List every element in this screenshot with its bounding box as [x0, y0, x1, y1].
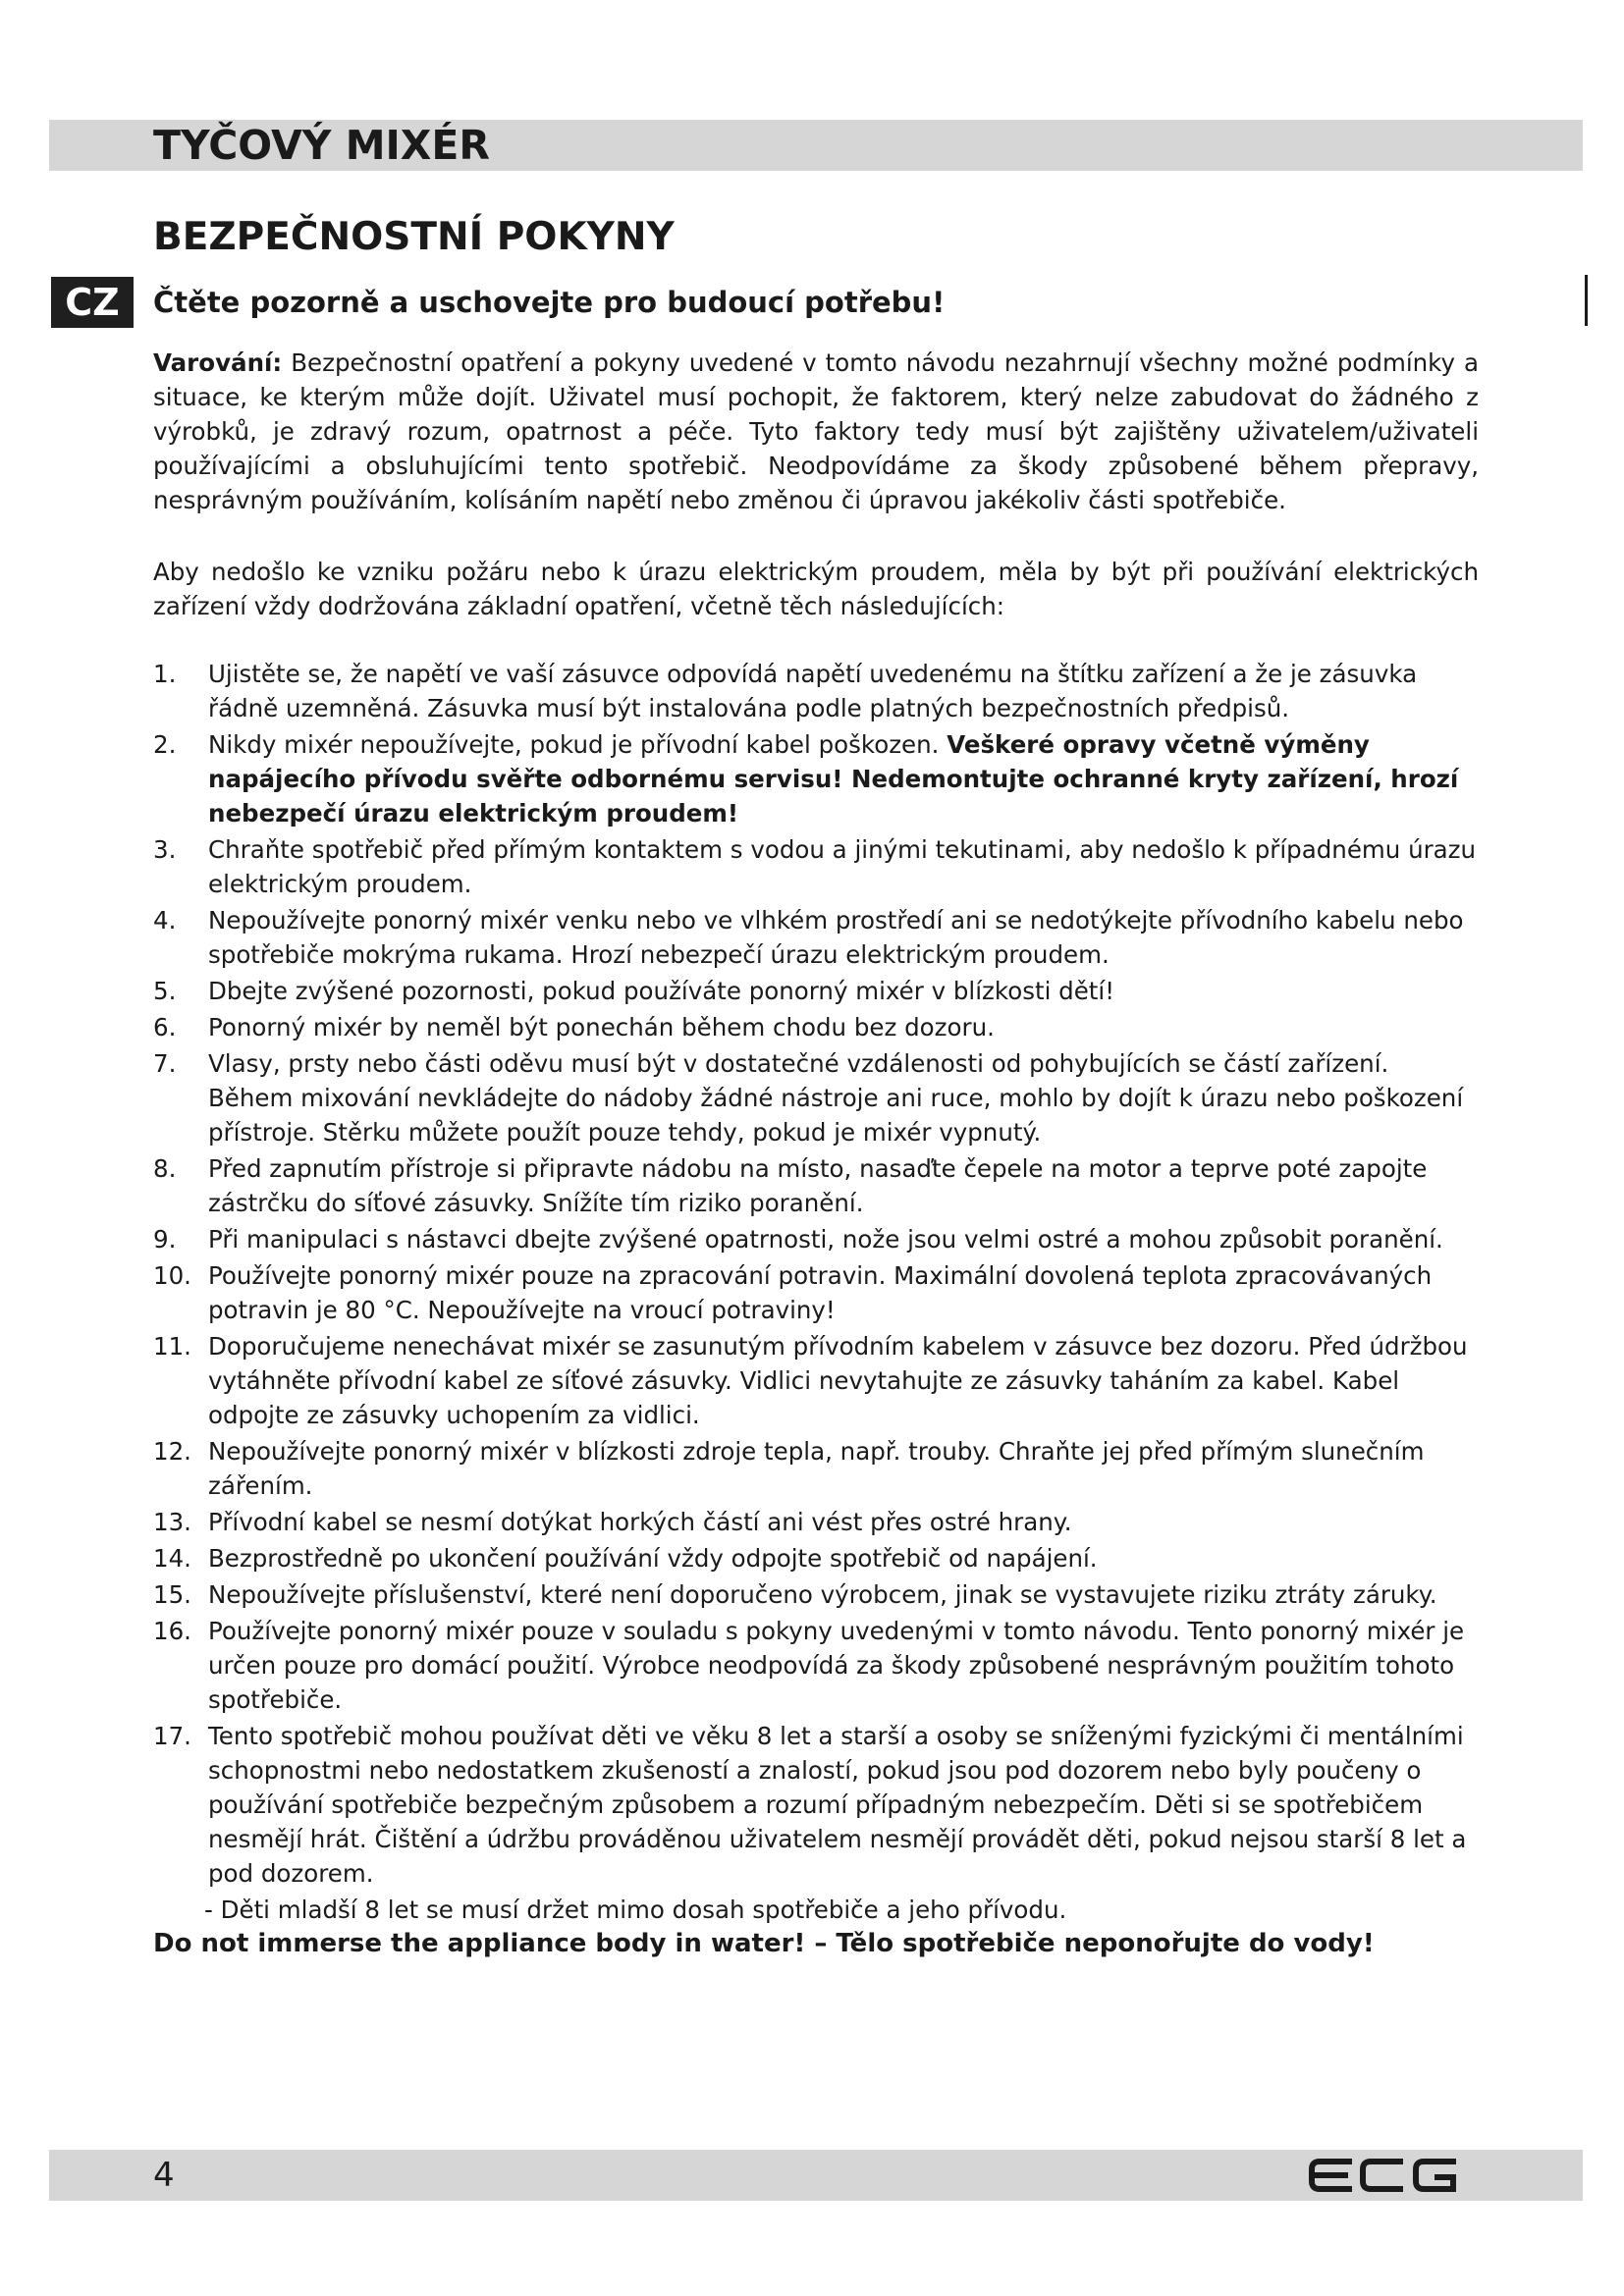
rule-text: Nikdy mixér nepoužívejte, pokud je přívodní kabel poškozen. — [208, 730, 947, 759]
rule-emphasis: Veškeré opravy včetně výměny napájecího přívodu svěřte odbornému servisu! Nedemontujte ochranné kryty zařízení, hrozí nebezpečí úrazu elektrickým proudem! — [208, 730, 1459, 828]
rule-number: 15. — [153, 1580, 191, 1609]
rule-text: Ujistěte se, že napětí ve vaší zásuvce odpovídá napětí uvedenému na štítku zařízení a že je zásuvka řádně uzemněná. Zásuvka musí být instalována podle platných bezpečnostních předpisů. — [208, 660, 1418, 722]
safety-rule-item — [153, 727, 1479, 830]
rule-text: Dbejte zvýšené pozornosti, pokud používáte ponorný mixér v blízkosti dětí! — [208, 977, 1115, 1005]
rule-number: 17. — [153, 1722, 191, 1750]
safety-rule-item — [153, 1151, 1479, 1220]
safety-rule-item — [153, 1010, 1479, 1044]
rule-number: 16. — [153, 1617, 191, 1645]
content-area — [153, 346, 1479, 1961]
rule-text: Nepoužívejte ponorný mixér venku nebo ve vlhkém prostředí ani se nedotýkejte přívodního kabelu nebo spotřebiče mokrýma rukama. Hrozí nebezpečí úrazu elektrickým proudem. — [208, 906, 1464, 969]
rule-text: Používejte ponorný mixér pouze na zpracování potravin. Maximální dovolená teplota zpracovávaných potravin je 80 °C. Nepoužívejte na vroucí potraviny! — [208, 1261, 1433, 1324]
safety-rule-item — [153, 1046, 1479, 1149]
warning-paragraph — [153, 346, 1479, 517]
safety-rule-item — [153, 974, 1479, 1008]
safety-rule-item — [153, 832, 1479, 901]
rule-number: 4. — [153, 906, 177, 934]
extra-note: - Děti mladší 8 let se musí držet mimo dosah spotřebiče a jeho přívodu. — [204, 1896, 1067, 1924]
safety-rule-item — [153, 1614, 1479, 1717]
final-warning: Do not immerse the appliance body in water! – Tělo spotřebiče neponořujte do vody! — [153, 1929, 1375, 1958]
rule-text: Ponorný mixér by neměl být ponechán během chodu bez dozoru. — [208, 1013, 995, 1041]
section-subtitle: Čtěte pozorně a uschovejte pro budoucí potřebu! — [153, 286, 946, 319]
safety-rule-item — [153, 1719, 1479, 1891]
rule-number: 6. — [153, 1013, 177, 1041]
warning-text: Bezpečnostní opatření a pokyny uvedené v tomto návodu nezahrnují všechny možné podmínky a situace, ke kterým může dojít. Uživatel musí pochopit, že faktorem, který nelze zabudovat do žádného z výrobků, je zdravý rozum, opatrnost a péče. Tyto faktory tedy musí být zajištěny uživatelem/uživateli používajícími a obsluhujícími tento spotřebič. Neodpovídáme za škody způsobené během přepravy, nesprávným používáním, kolísáním napětí nebo změnou či úpravou jakékoliv části spotřebiče. — [153, 348, 1479, 514]
safety-rule-item — [153, 1577, 1479, 1612]
safety-rule-item — [153, 1222, 1479, 1256]
rule-text: Nepoužívejte příslušenství, které není doporučeno výrobcem, jinak se vystavujete riziku ztráty záruky. — [208, 1580, 1437, 1609]
rule-number: 13. — [153, 1508, 191, 1536]
intro-paragraph: Aby nedošlo ke vzniku požáru nebo k úrazu elektrickým proudem, měla by být při používání elektrických zařízení vždy dodržována základní opatření, včetně těch následujících: — [153, 558, 1479, 620]
page-number: 4 — [153, 2156, 175, 2195]
rule-number: 5. — [153, 977, 177, 1005]
safety-rule-item — [153, 657, 1479, 725]
rule-number: 11. — [153, 1332, 191, 1361]
safety-rule-item — [153, 1541, 1479, 1575]
language-badge: CZ — [51, 277, 134, 328]
rule-number: 2. — [153, 730, 177, 759]
rule-text: Doporučujeme nenechávat mixér se zasunutým přívodním kabelem v zásuvce bez dozoru. Před údržbou vytáhněte přívodní kabel ze síťové zásuvky. Vidlici nevytahujte ze zásuvky taháním za kabel. Kabel odpojte ze zásuvky uchopením za vidlici. — [208, 1332, 1468, 1429]
rule-text: Chraňte spotřebič před přímým kontaktem s vodou a jinými tekutinami, aby nedošlo k případnému úrazu elektrickým proudem. — [208, 835, 1477, 898]
safety-rule-item — [153, 1258, 1479, 1327]
rule-number: 1. — [153, 660, 177, 688]
section-title: BEZPEČNOSTNÍ POKYNY — [153, 215, 675, 259]
rule-text: Před zapnutím přístroje si připravte nádobu na místo, nasaďte čepele na motor a teprve poté zapojte zástrčku do síťové zásuvky. Snížíte tím riziko poranění. — [208, 1154, 1428, 1217]
warning-label: Varování: — [153, 348, 283, 377]
rule-text: Vlasy, prsty nebo části oděvu musí být v dostatečné vzdálenosti od pohybujících se částí zařízení. Během mixování nevkládejte do nádoby žádné nástroje ani ruce, mohlo by dojít k úrazu nebo poškození přístroje. Stěrku můžete použít pouze tehdy, pokud je mixér vypnutý. — [208, 1049, 1464, 1147]
rule-text: Nepoužívejte ponorný mixér v blízkosti zdroje tepla, např. trouby. Chraňte jej před přímým slunečním zářením. — [208, 1437, 1425, 1500]
rule-number: 7. — [153, 1049, 177, 1078]
rule-text: Přívodní kabel se nesmí dotýkat horkých částí ani vést přes ostré hrany. — [208, 1508, 1072, 1536]
safety-rules-list — [153, 657, 1479, 1891]
rule-number: 12. — [153, 1437, 191, 1466]
rule-number: 10. — [153, 1261, 191, 1290]
rule-text: Používejte ponorný mixér pouze v souladu s pokyny uvedenými v tomto návodu. Tento ponorný mixér je určen pouze pro domácí použití. Výrobce neodpovídá za škody způsobené nesprávným použitím tohoto spotřebiče. — [208, 1617, 1465, 1714]
safety-rule-item — [153, 1329, 1479, 1432]
ecg-logo — [1306, 2152, 1463, 2199]
rule-text: Tento spotřebič mohou používat děti ve věku 8 let a starší a osoby se sníženými fyzickými či mentálními schopnostmi nebo nedostatkem zkušeností a znalostí, pokud jsou pod dozorem nebo byly poučeny o používání spotřebiče bezpečným způsobem a rozumí případným nebezpečím. Děti si se spotřebičem nesmějí hrát. Čištění a údržbu prováděnou uživatelem nesmějí provádět děti, pokud nejsou starší 8 let a pod dozorem. — [208, 1722, 1467, 1888]
rule-number: 9. — [153, 1225, 177, 1254]
page-title: TYČOVÝ MIXÉR — [153, 122, 490, 169]
rule-number: 3. — [153, 835, 177, 864]
margin-marker — [1585, 275, 1588, 326]
safety-rule-item — [153, 903, 1479, 972]
safety-rule-item — [153, 1434, 1479, 1503]
safety-rule-item — [153, 1505, 1479, 1539]
rule-number: 14. — [153, 1544, 191, 1573]
rule-text: Bezprostředně po ukončení používání vždy odpojte spotřebič od napájení. — [208, 1544, 1098, 1573]
rule-number: 8. — [153, 1154, 177, 1183]
rule-text: Při manipulaci s nástavci dbejte zvýšené opatrnosti, nože jsou velmi ostré a mohou způsobit poranění. — [208, 1225, 1443, 1254]
